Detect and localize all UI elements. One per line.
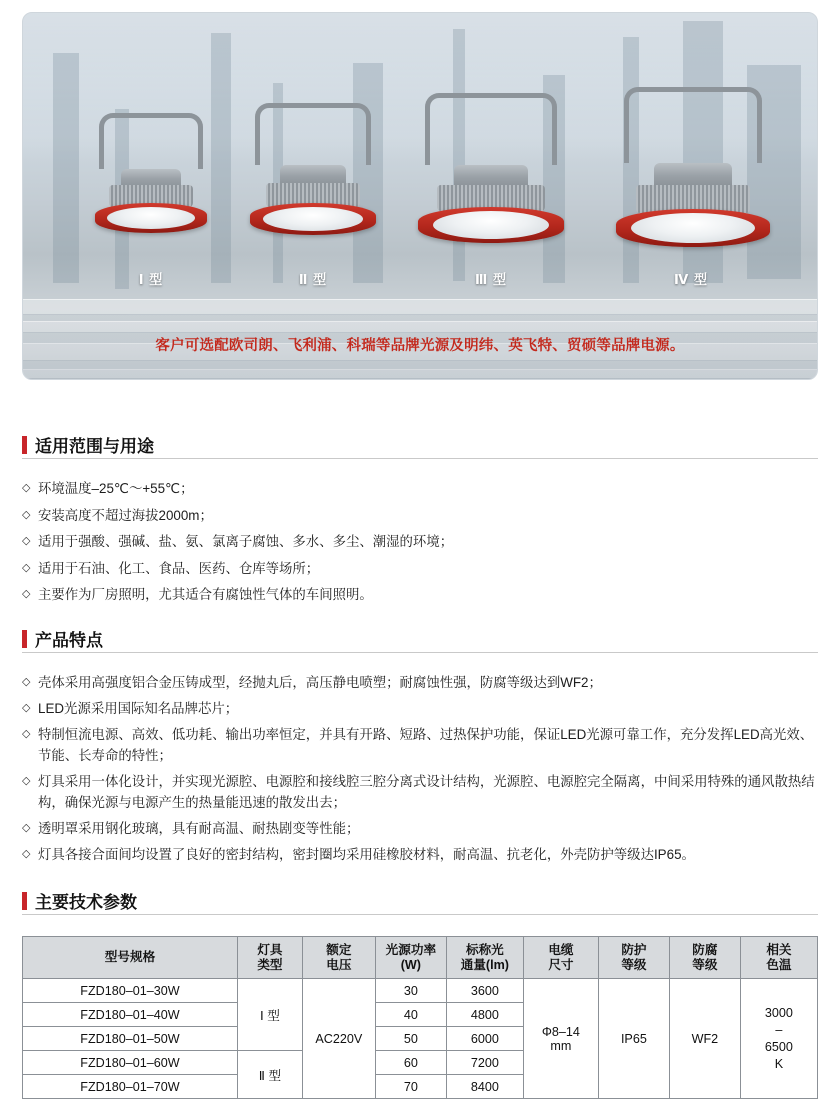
cell-cct-line4: K xyxy=(774,1056,784,1071)
diamond-icon: ◇ xyxy=(22,848,31,860)
th-luminaire-type-line1: 灯具 xyxy=(257,942,283,957)
cell-luminaire-type-2: Ⅱ 型 xyxy=(237,1051,302,1099)
th-cable-size-line2: 尺寸 xyxy=(548,957,574,972)
scope-list xyxy=(22,478,818,611)
section-accent-bar xyxy=(22,892,27,910)
table-row xyxy=(23,979,818,1003)
th-ip-rating-line2: 等级 xyxy=(621,957,647,972)
th-luminaire-type xyxy=(237,937,302,979)
cell-lumen: 7200 xyxy=(446,1051,523,1075)
section-title-scope-text: 适用范围与用途 xyxy=(35,437,154,456)
th-color-temperature xyxy=(740,937,817,979)
cell-corrosion-rating: WF2 xyxy=(669,979,740,1099)
diamond-icon: ◇ xyxy=(22,561,31,574)
lamp-bail xyxy=(99,113,203,169)
th-source-power xyxy=(375,937,446,979)
lamp-bail xyxy=(624,87,762,163)
diamond-icon: ◇ xyxy=(22,822,31,834)
list-item-text: LED光源采用国际知名品牌芯片； xyxy=(38,701,239,716)
section-title-scope xyxy=(22,432,154,457)
list-item-text: 适用于强酸、强碱、盐、氨、氯离子腐蚀、多水、多尘、潮湿的环境； xyxy=(38,534,454,549)
list-item-text: 安装高度不超过海拔2000m； xyxy=(38,507,213,523)
th-color-temperature-line2: 色温 xyxy=(766,957,792,972)
list-item xyxy=(22,505,818,526)
list-item xyxy=(22,844,818,865)
lamp-type-4 xyxy=(601,85,785,255)
diamond-icon: ◇ xyxy=(22,508,31,521)
cell-model: FZD180–01–60W xyxy=(23,1051,238,1075)
th-luminaire-type-line2: 类型 xyxy=(257,957,283,972)
th-corrosion-rating-line2: 等级 xyxy=(692,957,718,972)
list-item xyxy=(22,672,818,693)
cell-power: 60 xyxy=(375,1051,446,1075)
lamp-type-3 xyxy=(403,91,579,253)
list-item xyxy=(22,478,818,499)
cell-ip-rating: IP65 xyxy=(598,979,669,1099)
list-item-text: 环境温度–25℃～+55℃； xyxy=(38,481,194,496)
cell-lumen: 6000 xyxy=(446,1027,523,1051)
plant-silhouette xyxy=(53,53,79,283)
lamp-lens xyxy=(107,207,195,229)
table-header-row xyxy=(23,937,818,979)
cell-luminaire-type-1: Ⅰ 型 xyxy=(237,979,302,1051)
lamp-lens xyxy=(263,207,363,231)
product-hero-image xyxy=(22,12,818,380)
th-cable-size xyxy=(523,937,598,979)
th-color-temperature-line1: 相关 xyxy=(766,942,792,957)
lamp-label-2: Ⅱ 型 xyxy=(298,272,328,287)
th-luminous-flux-line2: 通量(lm) xyxy=(460,957,509,972)
section-accent-bar xyxy=(22,436,27,454)
th-corrosion-rating-line1: 防腐 xyxy=(692,942,718,957)
th-corrosion-rating xyxy=(669,937,740,979)
cell-power: 50 xyxy=(375,1027,446,1051)
list-item-text: 适用于石油、化工、食品、医药、仓库等场所； xyxy=(38,560,320,576)
section-title-specs-text: 主要技术参数 xyxy=(35,893,137,912)
cell-lumen: 8400 xyxy=(446,1075,523,1099)
th-cable-size-line1: 电缆 xyxy=(548,942,574,957)
lamp-label-1: Ⅰ 型 xyxy=(138,272,164,287)
specs-table xyxy=(22,936,818,1099)
features-list xyxy=(22,672,818,870)
cell-cable-size-line1: Φ8–14 xyxy=(541,1024,580,1039)
list-item xyxy=(22,531,818,552)
cell-power: 70 xyxy=(375,1075,446,1099)
cell-model: FZD180–01–70W xyxy=(23,1075,238,1099)
cell-cct-line1: 3000 xyxy=(764,1005,793,1020)
lamp-bail xyxy=(425,93,557,165)
th-ip-rating-line1: 防护 xyxy=(621,942,647,957)
cell-cable-size-line2: mm xyxy=(550,1038,572,1053)
cell-cct-line2: – xyxy=(775,1022,783,1037)
section-rule-features xyxy=(22,652,818,653)
list-item-text: 壳体采用高强度铝合金压铸成型，经抛丸后，高压静电喷塑；耐腐蚀性强，防腐等级达到WF2； xyxy=(38,675,602,690)
cell-model: FZD180–01–30W xyxy=(23,979,238,1003)
cell-rated-voltage: AC220V xyxy=(302,979,375,1099)
cell-lumen: 3600 xyxy=(446,979,523,1003)
cell-power: 40 xyxy=(375,1003,446,1027)
list-item xyxy=(22,724,818,766)
th-rated-voltage-line1: 额定 xyxy=(326,942,352,957)
list-item-text: 主要作为厂房照明，尤其适合有腐蚀性气体的车间照明。 xyxy=(38,587,373,602)
hero-caption-text: 客户可选配欧司朗、飞利浦、科瑞等品牌光源及明纬、英飞特、贸硕等品牌电源。 xyxy=(155,337,685,354)
cell-color-temperature xyxy=(740,979,817,1099)
cell-cct-line3: 6500 xyxy=(764,1039,793,1054)
diamond-icon: ◇ xyxy=(22,588,31,600)
list-item-text: 灯具各接合面间均设置了良好的密封结构，密封圈均采用硅橡胶材料，耐高温、抗老化，外壳防护等级达IP65。 xyxy=(38,847,695,862)
th-luminous-flux-line1: 标称光 xyxy=(465,942,504,957)
section-title-features xyxy=(22,626,103,651)
section-accent-bar xyxy=(22,630,27,648)
section-title-features-text: 产品特点 xyxy=(35,631,103,650)
list-item-text: 特制恒流电源、高效、低功耗、输出功率恒定，并具有开路、短路、过热保护功能，保证LED光源可靠工作，充分发挥LED高光效、节能、长寿命的特性； xyxy=(38,727,814,763)
lamp-label-3: Ⅲ 型 xyxy=(475,272,507,287)
list-item-text: 透明罩采用钢化玻璃，具有耐高温、耐热剧变等性能； xyxy=(38,821,360,836)
cell-model: FZD180–01–40W xyxy=(23,1003,238,1027)
lamp-label-4: Ⅳ 型 xyxy=(674,272,708,287)
lamp-type-2 xyxy=(235,101,391,251)
list-item xyxy=(22,818,818,839)
section-rule-specs xyxy=(22,914,818,915)
th-rated-voltage-line2: 电压 xyxy=(326,957,352,972)
diamond-icon: ◇ xyxy=(22,535,31,547)
th-model: 型号规格 xyxy=(23,937,238,979)
list-item xyxy=(22,698,818,719)
diamond-icon: ◇ xyxy=(22,775,31,787)
diamond-icon: ◇ xyxy=(22,482,31,494)
th-ip-rating xyxy=(598,937,669,979)
th-source-power-line2: (W) xyxy=(400,957,421,972)
lamp-type-1 xyxy=(81,111,221,251)
diamond-icon: ◇ xyxy=(22,676,31,688)
cell-power: 30 xyxy=(375,979,446,1003)
lamp-bail xyxy=(255,103,371,165)
cell-lumen: 4800 xyxy=(446,1003,523,1027)
list-item xyxy=(22,584,818,605)
list-item-text: 灯具采用一体化设计，并实现光源腔、电源腔和接线腔三腔分离式设计结构，光源腔、电源腔完全隔离，中间采用特殊的通风散热结构，确保光源与电源产生的热量能迅速的散发出去； xyxy=(38,774,815,810)
cell-cable-size xyxy=(523,979,598,1099)
lamp-lens xyxy=(433,211,549,239)
th-luminous-flux xyxy=(446,937,523,979)
hero-caption xyxy=(23,309,817,379)
th-source-power-line1: 光源功率 xyxy=(385,942,437,957)
cell-model: FZD180–01–50W xyxy=(23,1027,238,1051)
section-rule-scope xyxy=(22,458,818,459)
list-item xyxy=(22,558,818,579)
list-item xyxy=(22,771,818,813)
section-title-specs xyxy=(22,888,137,913)
th-rated-voltage xyxy=(302,937,375,979)
lamp-lens xyxy=(631,213,755,243)
diamond-icon: ◇ xyxy=(22,702,31,714)
diamond-icon: ◇ xyxy=(22,728,31,740)
